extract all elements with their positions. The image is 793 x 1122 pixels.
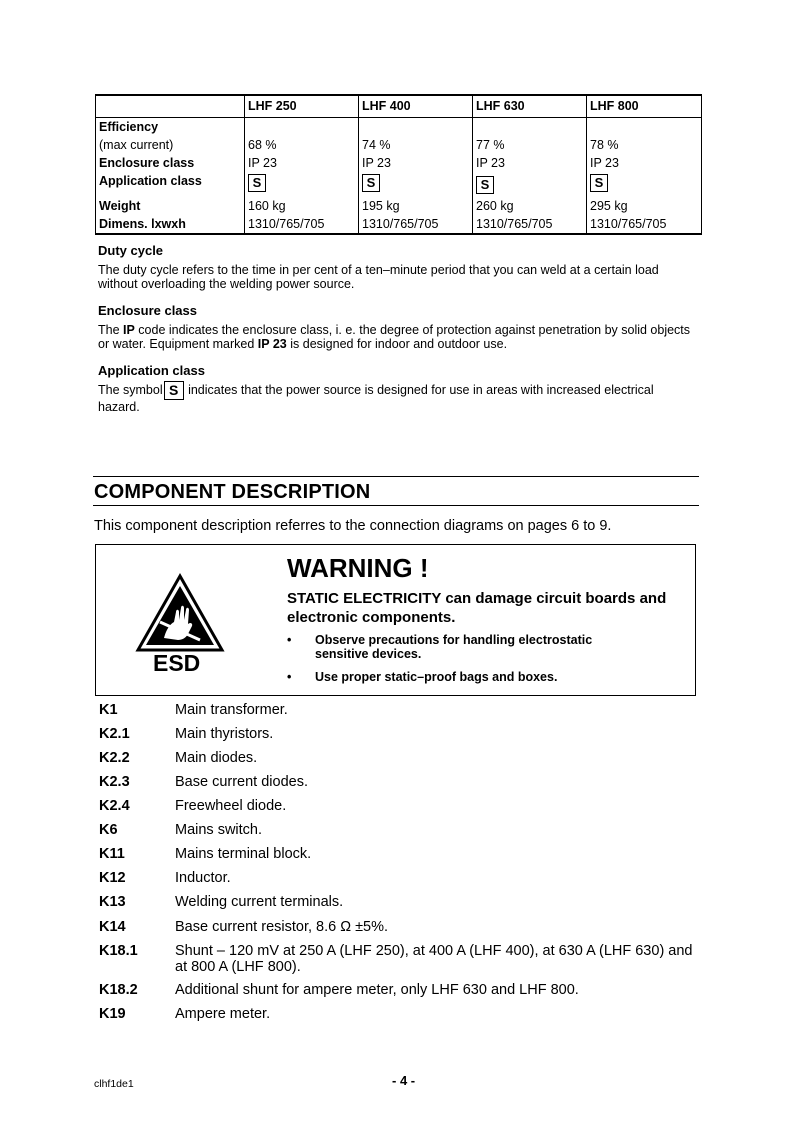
ip23-code: IP 23 <box>257 337 287 351</box>
table-cell: IP 23 <box>245 154 359 172</box>
table-row <box>96 136 702 154</box>
component-desc: Additional shunt for ampere meter, only LHF 630 and LHF 800. <box>175 982 579 998</box>
table-cell: 1310/765/705 <box>359 215 473 234</box>
table-cell: 77 % <box>473 136 587 154</box>
enclosure-class-text <box>98 323 693 351</box>
esd-label: ESD <box>153 650 201 676</box>
component-code: K18.1 <box>99 943 138 959</box>
bullet-text: Observe precautions for handling electrostatic sensitive devices. <box>315 633 593 661</box>
component-desc: Main diodes. <box>175 750 258 766</box>
application-class-symbol: S <box>362 174 380 192</box>
table-row <box>96 172 702 197</box>
table-cell: IP 23 <box>587 154 702 172</box>
component-code: K2.4 <box>99 798 130 814</box>
table-cell: 78 % <box>587 136 702 154</box>
table-header-model: LHF 400 <box>359 95 473 118</box>
component-code: K1 <box>99 702 118 718</box>
table-cell <box>359 118 473 137</box>
bullet-dot: • <box>287 670 292 684</box>
application-class-symbol: S <box>590 174 608 192</box>
warning-title: WARNING ! <box>287 553 429 583</box>
component-desc: Main thyristors. <box>175 726 274 742</box>
component-code: K18.2 <box>99 982 138 998</box>
table-cell: 160 kg <box>245 197 359 215</box>
component-desc: Ampere meter. <box>175 1006 271 1022</box>
row-label: Application class <box>96 172 245 197</box>
application-class-symbol: S <box>476 176 494 194</box>
application-class-text <box>98 381 658 415</box>
table-row <box>96 154 702 172</box>
application-class-symbol: S <box>164 381 184 400</box>
table-header-empty <box>96 95 245 118</box>
warning-lead: STATIC ELECTRICITY can damage circuit boards and electronic components. <box>287 590 667 626</box>
table-cell <box>587 172 702 197</box>
section-rule-top <box>93 476 699 477</box>
table-cell: 1310/765/705 <box>245 215 359 234</box>
table-header-model: LHF 800 <box>587 95 702 118</box>
spec-table <box>95 94 702 235</box>
row-label: (max current) <box>96 136 245 154</box>
row-label: Enclosure class <box>96 154 245 172</box>
row-label: Efficiency <box>96 118 245 137</box>
enclosure-text-part: code indicates the enclosure class, i. e. the degree of protection against penetration by solid objects or water. Equipment marked <box>98 323 691 351</box>
table-cell <box>473 172 587 197</box>
component-desc: Main transformer. <box>175 702 288 718</box>
component-desc: Base current diodes. <box>175 774 308 790</box>
table-cell <box>587 118 702 137</box>
section-intro: This component description referres to the connection diagrams on pages 6 to 9. <box>94 518 612 534</box>
component-code: K2.2 <box>99 750 130 766</box>
component-desc: Mains switch. <box>175 822 263 838</box>
table-cell: 295 kg <box>587 197 702 215</box>
component-desc: Base current resistor, 8.6 Ω ±5%. <box>175 919 389 935</box>
bullet-text: Use proper static–proof bags and boxes. <box>315 670 558 684</box>
table-header-row <box>96 95 702 118</box>
table-cell <box>245 118 359 137</box>
component-desc: Welding current terminals. <box>175 894 344 910</box>
ip-code: IP <box>123 323 135 337</box>
enclosure-text-part: is designed for indoor and outdoor use. <box>286 337 508 351</box>
section-title: COMPONENT DESCRIPTION <box>94 481 371 503</box>
enclosure-text-part: The <box>98 323 124 337</box>
bullet-dot: • <box>287 633 292 647</box>
component-desc: Freewheel diode. <box>175 798 287 814</box>
component-code: K6 <box>99 822 118 838</box>
application-text-part: The symbol <box>98 383 163 397</box>
row-label: Weight <box>96 197 245 215</box>
table-header-model: LHF 250 <box>245 95 359 118</box>
component-code: K13 <box>99 894 126 910</box>
table-cell: 1310/765/705 <box>587 215 702 234</box>
component-desc: Shunt – 120 mV at 250 A (LHF 250), at 400 A (LHF 400), at 630 A (LHF 630) and at 800 A (LHF 800). <box>175 943 693 975</box>
table-row <box>96 215 702 234</box>
table-cell: 1310/765/705 <box>473 215 587 234</box>
table-row <box>96 118 702 137</box>
document-id: clhf1de1 <box>94 1078 134 1090</box>
page-number: - 4 - <box>392 1073 416 1088</box>
table-cell: 74 % <box>359 136 473 154</box>
component-code: K14 <box>99 919 126 935</box>
enclosure-class-heading: Enclosure class <box>98 303 197 318</box>
component-desc: Mains terminal block. <box>175 846 312 862</box>
application-class-heading: Application class <box>98 363 205 378</box>
component-code: K19 <box>99 1006 126 1022</box>
table-header-model: LHF 630 <box>473 95 587 118</box>
component-code: K11 <box>99 846 125 862</box>
application-text-part: indicates that the power source is designed for use in areas with increased electrical hazard. <box>98 383 654 414</box>
duty-cycle-heading: Duty cycle <box>98 243 164 258</box>
duty-cycle-text: The duty cycle refers to the time in per cent of a ten–minute period that you can weld at a certain load without overloading the welding power source. <box>98 263 659 291</box>
table-cell: IP 23 <box>359 154 473 172</box>
table-row <box>96 197 702 215</box>
warning-bullet <box>287 670 647 686</box>
table-cell <box>473 118 587 137</box>
table-cell: 260 kg <box>473 197 587 215</box>
table-cell: IP 23 <box>473 154 587 172</box>
application-class-symbol: S <box>248 174 266 192</box>
table-cell: 195 kg <box>359 197 473 215</box>
table-cell: 68 % <box>245 136 359 154</box>
row-label: Dimens. lxwxh <box>96 215 245 234</box>
table-cell <box>359 172 473 197</box>
table-cell <box>245 172 359 197</box>
section-rule-bottom <box>93 505 699 506</box>
esd-warning-icon <box>134 572 226 654</box>
component-code: K12 <box>99 870 126 886</box>
component-desc: Inductor. <box>175 870 231 886</box>
component-code: K2.1 <box>99 726 130 742</box>
warning-bullet <box>287 633 647 663</box>
component-code: K2.3 <box>99 774 130 790</box>
